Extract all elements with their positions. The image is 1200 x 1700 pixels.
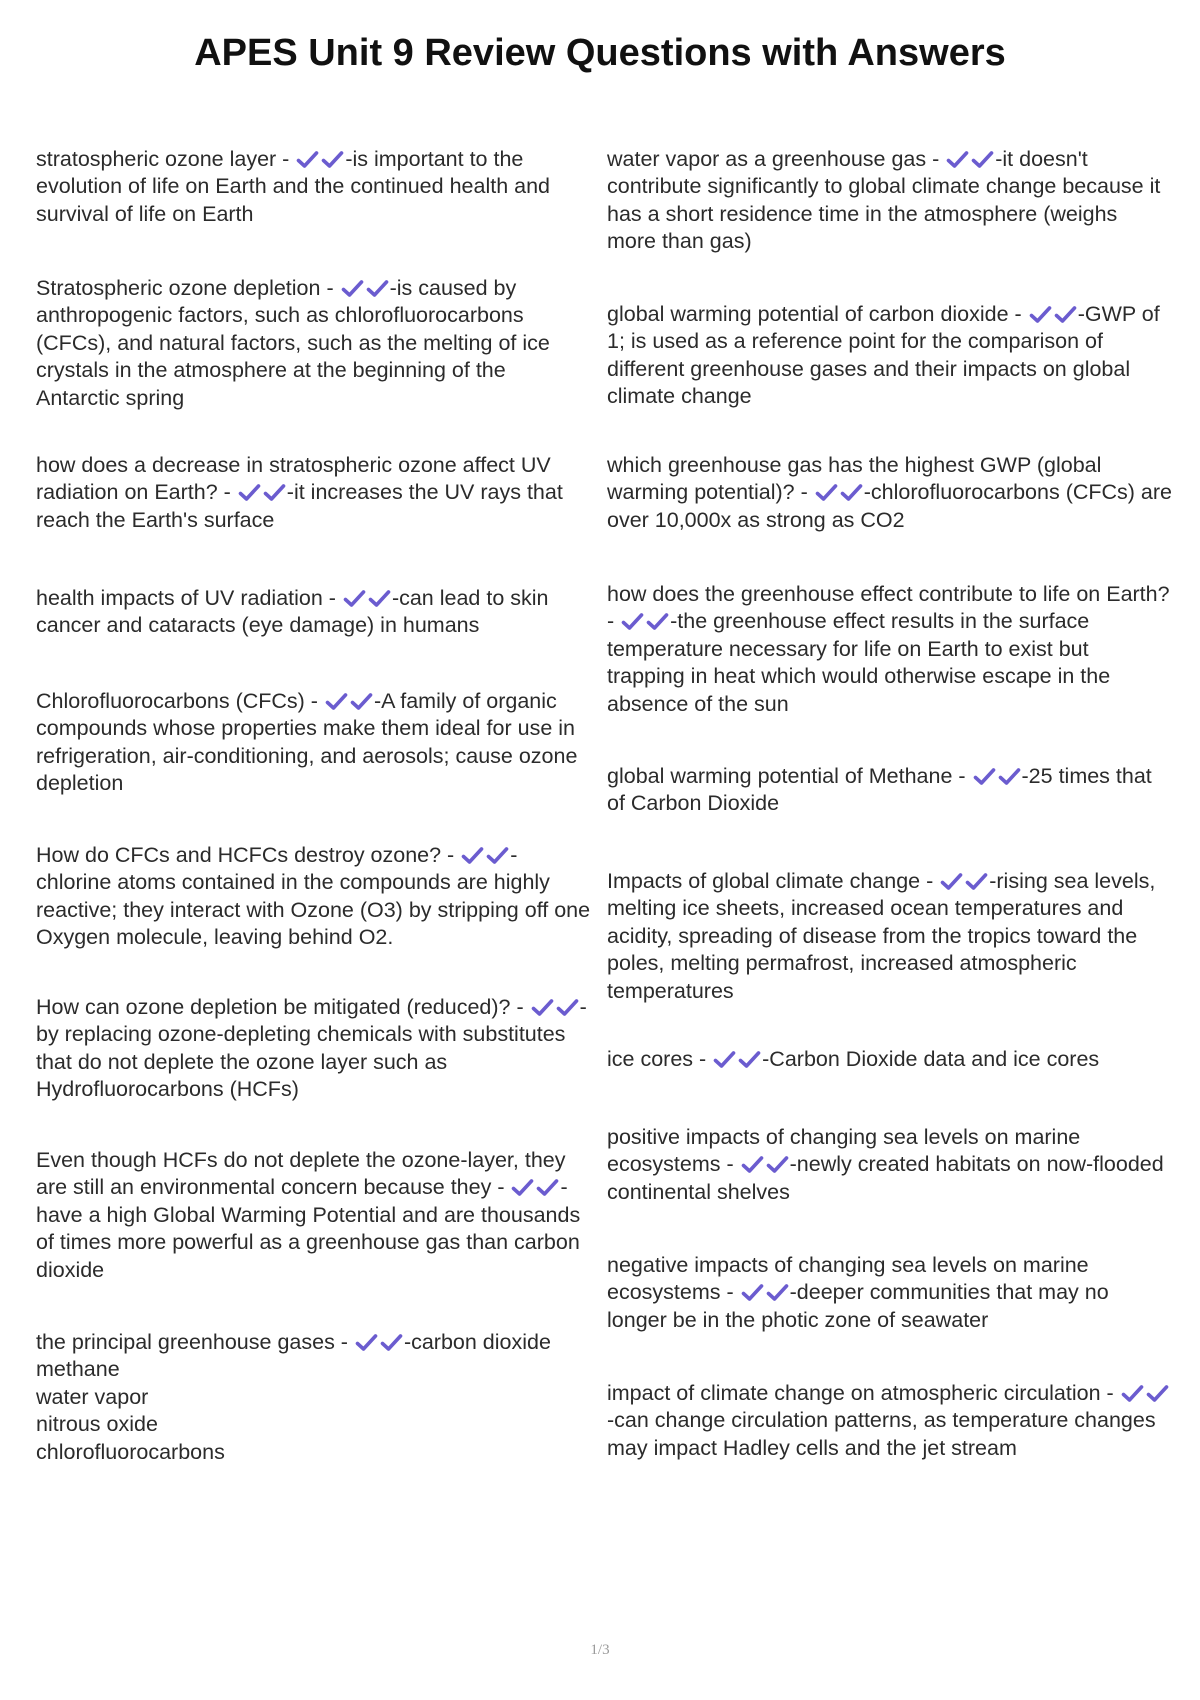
qa-card [36,424,591,534]
question-text: which greenhouse gas has the highest GWP (global warming potential)? - [607,452,1102,504]
double-check-icon [740,1279,790,1307]
answer-text: -deeper communities that may no longer be in the photic zone of seawater [607,1280,1109,1332]
question-text: How can ozone depletion be mitigated (reduced)? - [36,994,530,1019]
check-icon [380,1333,403,1352]
question-text: water vapor as a greenhouse gas - [607,146,946,171]
qa-card [607,1018,1172,1073]
qa-card [36,247,591,412]
check-icon [238,483,261,502]
check-icon [296,150,319,169]
check-icon [263,483,286,502]
check-icon [940,872,963,891]
check-icon [713,1050,736,1069]
qa-card [607,273,1172,411]
question-text: How do CFCs and HCFCs destroy ozone? - [36,842,461,867]
double-check-icon [740,1151,790,1179]
page-number: 1/3 [590,1642,610,1658]
check-icon [366,279,389,298]
check-icon [1054,305,1077,324]
double-check-icon [510,1174,560,1202]
check-icon [536,1178,559,1197]
check-icon [1146,1384,1169,1403]
check-icon [741,1155,764,1174]
answer-text: -GWP of 1; is used as a reference point for the comparison of different greenhouse gases and their impacts on global climate change [607,301,1160,408]
check-icon [971,150,994,169]
question-text: impact of climate change on atmospheric circulation - [607,1380,1120,1405]
qa-card [36,1301,591,1466]
double-check-icon [295,146,345,174]
double-check-icon [945,146,995,174]
answer-text: -chlorofluorocarbons (CFCs) are over 10,000x as strong as CO2 [607,480,1172,532]
qa-card [36,660,591,798]
question-text: health impacts of UV radiation - [36,585,342,610]
answer-text: -A family of organic compounds whose properties make them ideal for use in refrigeration, air-conditioning, and aerosols; cause ozone depletion [36,688,578,795]
answer-text: -is caused by anthropogenic factors, such as chlorofluorocarbons (CFCs), and natural factors, such as the melting of ice crystals in the atmosphere at the beginning of the Antarctic spring [36,275,550,410]
answer-text: -chlorine atoms contained in the compounds are highly reactive; they interact with Ozone (O3) by stripping off one Oxygen molecule, leaving behind O2. [36,842,591,949]
check-icon [511,1178,534,1197]
question-text: stratospheric ozone layer - [36,146,296,171]
answer-text: -by replacing ozone-depleting chemicals with substitutes that do not deplete the ozone layer such as Hydrofluorocarbons (HCFs) [36,994,587,1101]
question-text: positive impacts of changing sea levels on marine ecosystems - [607,1124,1081,1176]
check-icon [815,483,838,502]
answer-text: -have a high Global Warming Potential and are thousands of times more powerful as a greenhouse gas than carbon dioxide [36,1175,581,1282]
answer-text: -can lead to skin cancer and cataracts (eye damage) in humans [36,585,549,637]
answer-text: -the greenhouse effect results in the surface temperature necessary for life on Earth to exist but trapping in heat which would otherwise escape in the absence of the sun [607,609,1111,716]
question-text: Stratospheric ozone depletion - [36,275,340,300]
qa-card [36,814,591,952]
question-text: how does the greenhouse effect contribute to life on Earth? - [607,581,1170,633]
question-text: how does a decrease in stratospheric ozone affect UV radiation on Earth? - [36,452,551,504]
double-check-icon [814,479,864,507]
qa-card [36,557,591,640]
double-check-icon [340,275,390,303]
check-icon [341,279,364,298]
check-icon [355,1333,378,1352]
answer-text: -25 times that of Carbon Dioxide [607,763,1152,815]
qa-card [607,1096,1172,1206]
check-icon [461,846,484,865]
qa-card [607,1352,1172,1462]
check-icon [973,767,996,786]
qa-card [36,118,591,228]
check-icon [325,692,348,711]
check-icon [1121,1384,1144,1403]
question-text: global warming potential of carbon dioxide - [607,301,1028,326]
question-text: Chlorofluorocarbons (CFCs) - [36,688,324,713]
question-text: Even though HCFs do not deplete the ozone-layer, they are still an environmental concern because they - [36,1147,566,1199]
answer-text: -is important to the evolution of life on Earth and the continued health and survival of life on Earth [36,146,550,226]
check-icon [646,612,669,631]
double-check-icon [1028,301,1078,329]
check-icon [556,998,579,1017]
answer-text: -it increases the UV rays that reach the Earth's surface [36,480,563,532]
answer-text: -Carbon Dioxide data and ice cores [762,1046,1100,1071]
check-icon [965,872,988,891]
double-check-icon [1120,1380,1170,1408]
answer-text: -carbon dioxide methane water vapor nitrous oxide chlorofluorocarbons [36,1329,551,1464]
qa-card [607,1224,1172,1334]
check-icon [741,1283,764,1302]
question-text: the principal greenhouse gases - [36,1329,354,1354]
check-icon [738,1050,761,1069]
double-check-icon [237,479,287,507]
qa-card [607,118,1172,256]
double-check-icon [324,688,374,716]
check-icon [946,150,969,169]
check-icon [350,692,373,711]
double-check-icon [530,994,580,1022]
double-check-icon [939,868,989,896]
check-icon [998,767,1021,786]
qa-card [607,735,1172,818]
check-icon [343,589,366,608]
double-check-icon [620,608,670,636]
page-title: APES Unit 9 Review Questions with Answers [194,32,1006,74]
double-check-icon [460,842,510,870]
check-icon [1029,305,1052,324]
qa-card [607,553,1172,718]
check-icon [486,846,509,865]
question-text: Impacts of global climate change - [607,868,940,893]
answer-text: -newly created habitats on now-flooded continental shelves [607,1152,1164,1204]
qa-card [36,966,591,1104]
answer-text: -rising sea levels, melting ice sheets, increased ocean temperatures and acidity, spreading of disease from the tropics toward the poles, melting permafrost, increased atmospheric temperatures [607,868,1156,1003]
qa-card [607,424,1172,534]
qa-card [607,840,1172,1005]
double-check-icon [712,1046,762,1074]
check-icon [621,612,644,631]
answer-text: -can change circulation patterns, as temperature changes may impact Hadley cells and the jet stream [607,1408,1156,1460]
double-check-icon [972,763,1022,791]
answer-text: -it doesn't contribute significantly to global climate change because it has a short residence time in the atmosphere (weighs more than gas) [607,146,1161,253]
question-text: global warming potential of Methane - [607,763,972,788]
check-icon [321,150,344,169]
double-check-icon [354,1329,404,1357]
check-icon [531,998,554,1017]
check-icon [766,1283,789,1302]
check-icon [840,483,863,502]
question-text: negative impacts of changing sea levels on marine ecosystems - [607,1252,1089,1304]
qa-card [36,1119,591,1284]
check-icon [766,1155,789,1174]
question-text: ice cores - [607,1046,713,1071]
check-icon [368,589,391,608]
double-check-icon [342,585,392,613]
